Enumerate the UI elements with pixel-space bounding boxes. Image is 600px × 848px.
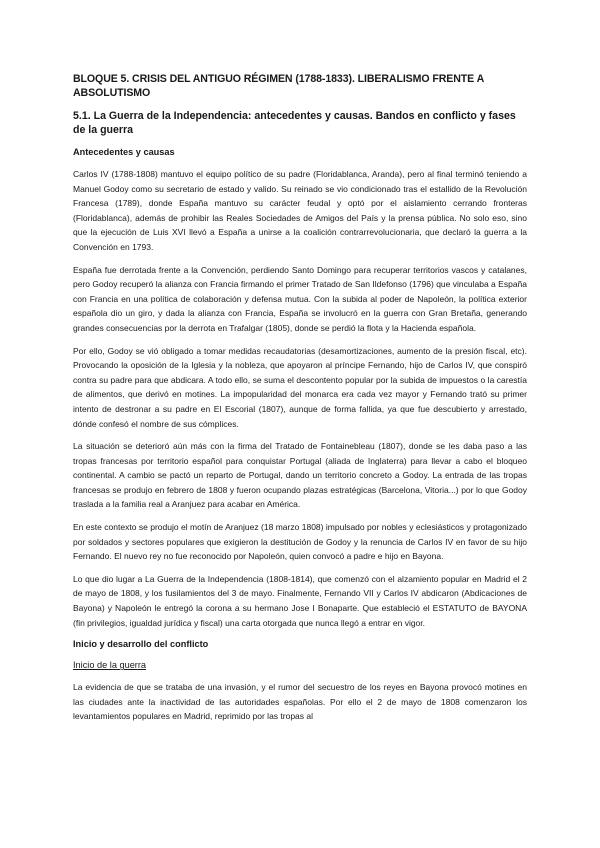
paragraph-fontainebleau: La situación se deterioró aún más con la firma del Tratado de Fontainebleau (1807), donde se les daba paso a las tropas francesas por territorio español para conquistar Portugal (aliada de Inglaterra) para llevar a cabo el bloqueo continental. A cambio se pactó un reparto de Portugal, dando un territorio concreto a Godoy. La entrada de las tropas francesas se produjo en febrero de 1808 y fueron ocupando plazas estratégicas (Barcelona, Vitoria...) por lo que Godoy traslada a la familia real a Aranjuez para acabar en América. bbox=[73, 441, 527, 510]
heading-inicio-desarrollo: Inicio y desarrollo del conflicto bbox=[73, 639, 209, 650]
paragraph-convencion: España fue derrotada frente a la Convención, perdiendo Santo Domingo para recuperar territorios vascos y catalanes, pero Godoy recuperó la alianza con Francia firmando el primer Tratado de San Ildefonso (1796) que vinculaba a España con Francia en una política de colaboración y defensa mutua. Con la subida al poder de Napoleón, la política exterior española dio un giro, y dada la alianza con Francia, España se involucró en la guerra con Gran Bretaña, generando grandes consecuencias por la derrota en Trafalgar (1805), donde se perdió la flota y la Hacienda española. bbox=[73, 264, 527, 333]
block-title: BLOQUE 5. CRISIS DEL ANTIGUO RÉGIMEN (1788-1833). LIBERALISMO FRENTE A ABSOLUTISMO bbox=[73, 73, 484, 99]
paragraph-guerra: Lo que dio lugar a La Guerra de la Independencia (1808-1814), que comenzó con el alzamiento popular en Madrid el 2 de mayo de 1808, y los fusilamientos del 3 de mayo. Finalmente, Fernando VII y Carlos IV abdicaron (Abdicaciones de Bayona) y Napoleón le entregó la corona a su hermano Jose I Bonaparte. Que estableció el ESTATUTO de BAYONA (fin privilegios, igualdad jurídica y fiscal) una carta otorgada que nunca llegó a entrar en vigor. bbox=[73, 573, 527, 628]
subheading-inicio: Inicio de la guerra bbox=[73, 660, 147, 671]
heading-antecedentes: Antecedentes y causas bbox=[73, 147, 175, 157]
paragraph-inicio: La evidencia de que se trataba de una invasión, y el rumor del secuestro de los reyes en Bayona provocó motines en las ciudades ante la inactividad de las autoridades españolas. Por ello el 2 de mayo de 1808 comenzaron los levantamientos populares en Madrid, reprimido por las tropas al bbox=[73, 682, 527, 722]
section-title: 5.1. La Guerra de la Independencia: antecedentes y causas. Bandos en conflicto y fases de la guerra bbox=[73, 110, 516, 136]
paragraph-godoy: Por ello, Godoy se vió obligado a tomar medidas recaudatorias (desamortizaciones, aumento de la presión fiscal, etc). Provocando la oposición de la Iglesia y la nobleza, que apoyaron al príncipe Fernando, hijo de Carlos IV, que conspiró contra su padre para que abdicara. A todo ello, se suma el descontento popular por la subida de impuestos o la carestía de alimentos, que derivó en motines. La impopularidad del monarca era cada vez mayor y Fernando trató su primer intento de destronar a su padre en El Escorial (1807), aunque de forma fallida, ya que fue descubierto y arrestado, dónde confesó el nombre de sus cómplices. bbox=[73, 345, 527, 429]
paragraph-aranjuez: En este contexto se produjo el motín de Aranjuez (18 marzo 1808) impulsado por nobles y eclesiásticos y protagonizado por soldados y sectores populares que exigieron la destitución de Godoy y la renuncia de Carlos IV en favor de su hijo Fernando. El nuevo rey no fue reconocido por Napoleón, quien convocó a padre e hijo en Bayona. bbox=[73, 522, 527, 562]
paragraph-carlos-iv: Carlos IV (1788-1808) mantuvo el equipo político de su padre (Floridablanca, Aranda), pero al final terminó teniendo a Manuel Godoy como su secretario de estado y valido. Su reinado se vio condicionado tras el estallido de la Revolución Francesa (1789), donde España mantuvo su carácter feudal y optó por el aislamiento cerrando fronteras (Floridablanca), además de prohibir las Reales Sociedades de Amigos del País y la prensa pública. No solo eso, sino que la ejecución de Luis XVI llevó a España a unirse a la coalición contrarrevolucionaria, que declaró la guerra a la Convención en 1793. bbox=[73, 169, 527, 252]
